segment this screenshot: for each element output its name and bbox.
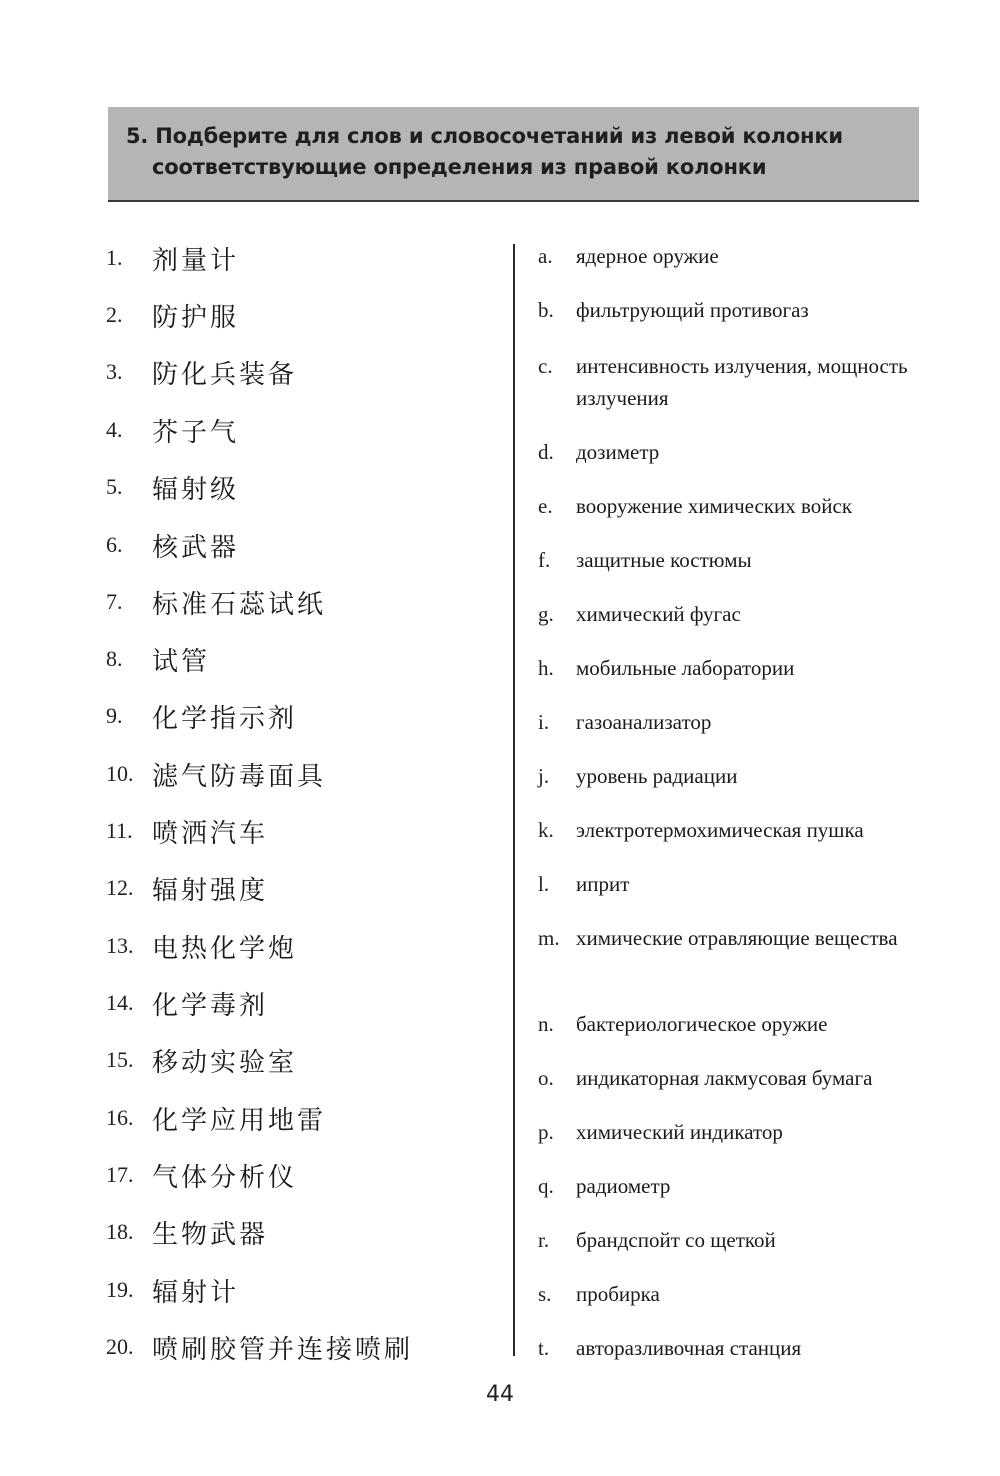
exercise-title — [126, 121, 899, 183]
term-text: 化学应用地雷 — [152, 1105, 327, 1136]
term-item-1 — [106, 238, 506, 278]
definition-letter: l. — [538, 872, 550, 896]
definition-item-r — [538, 1224, 938, 1256]
term-text: 辐射计 — [152, 1277, 240, 1308]
term-text: 滤气防毒面具 — [152, 761, 327, 792]
term-text: 防化兵装备 — [152, 359, 298, 390]
definition-item-s — [538, 1278, 938, 1310]
definition-text: защитные костюмы — [576, 548, 752, 572]
definition-text: ядерное оружие — [576, 244, 719, 268]
term-item-12 — [106, 868, 506, 908]
definition-text: уровень радиации — [576, 764, 738, 788]
definition-letter: e. — [538, 494, 553, 518]
term-item-14 — [106, 983, 506, 1023]
term-number: 13. — [106, 933, 134, 958]
term-number: 12. — [106, 875, 134, 900]
term-item-5 — [106, 467, 506, 507]
term-number: 1. — [106, 245, 123, 270]
definition-item-d — [538, 436, 938, 468]
column-divider — [513, 244, 515, 1356]
definition-item-l — [538, 868, 938, 900]
term-number: 18. — [106, 1219, 134, 1244]
definition-item-b — [538, 294, 938, 326]
definition-item-i — [538, 706, 938, 738]
term-item-9 — [106, 696, 506, 736]
exercise-header — [108, 107, 919, 202]
definition-item-e — [538, 490, 938, 522]
term-text: 芥子气 — [152, 417, 240, 448]
definition-letter: f. — [538, 548, 551, 572]
definition-item-k — [538, 814, 938, 846]
term-text: 化学毒剂 — [152, 990, 269, 1021]
term-text: 移动实验室 — [152, 1047, 298, 1078]
term-text: 喷洒汽车 — [152, 818, 269, 849]
definition-text: вооружение химических войск — [576, 494, 853, 518]
definition-letter: g. — [538, 602, 554, 626]
definition-text: электротермохимическая пушка — [576, 818, 864, 842]
term-item-6 — [106, 525, 506, 565]
definition-item-j — [538, 760, 938, 792]
term-number: 19. — [106, 1277, 134, 1302]
definition-item-p — [538, 1116, 938, 1148]
definition-item-g — [538, 598, 938, 630]
definition-item-n — [538, 1008, 938, 1040]
term-number: 4. — [106, 417, 123, 442]
definition-item-h — [538, 652, 938, 684]
definition-item-a — [538, 240, 938, 272]
term-text: 标准石蕊试纸 — [152, 589, 327, 620]
term-text: 喷刷胶管并连接喷刷 — [152, 1334, 414, 1365]
term-text: 生物武器 — [152, 1219, 269, 1250]
term-text: 辐射级 — [152, 474, 240, 505]
term-text: 剂量计 — [152, 245, 240, 276]
term-text: 气体分析仪 — [152, 1162, 298, 1193]
term-number: 15. — [106, 1047, 134, 1072]
term-number: 5. — [106, 474, 123, 499]
term-item-2 — [106, 295, 506, 335]
definition-letter: q. — [538, 1174, 554, 1198]
term-number: 14. — [106, 990, 134, 1015]
term-item-13 — [106, 926, 506, 966]
definition-letter: o. — [538, 1066, 554, 1090]
definition-item-f — [538, 544, 938, 576]
term-number: 2. — [106, 302, 123, 327]
definition-letter: m. — [538, 926, 560, 950]
definition-text: радиометр — [576, 1174, 671, 1198]
term-text: 核武器 — [152, 532, 240, 563]
definition-text: мобильные лаборатории — [576, 656, 795, 680]
definition-item-m — [538, 922, 938, 954]
definition-letter: h. — [538, 656, 554, 680]
definition-item-c — [538, 350, 938, 414]
definition-letter: b. — [538, 298, 554, 322]
definition-item-q — [538, 1170, 938, 1202]
definition-item-o — [538, 1062, 938, 1094]
page-number: 44 — [486, 1382, 514, 1407]
definition-letter: a. — [538, 244, 553, 268]
definition-letter: s. — [538, 1282, 552, 1306]
definition-letter: d. — [538, 440, 554, 464]
term-number: 3. — [106, 359, 123, 384]
term-item-7 — [106, 582, 506, 622]
term-item-4 — [106, 410, 506, 450]
term-number: 7. — [106, 589, 123, 614]
term-text: 化学指示剂 — [152, 703, 298, 734]
definition-text: пробирка — [576, 1282, 660, 1306]
term-number: 6. — [106, 532, 123, 557]
exercise-title-line2: соответствующие определения из правой колонки — [152, 155, 767, 179]
definition-text: интенсивность излучения, мощность излучения — [576, 354, 908, 410]
term-item-8 — [106, 639, 506, 679]
term-number: 20. — [106, 1334, 134, 1359]
definition-text: авторазливочная станция — [576, 1336, 802, 1360]
term-number: 11. — [106, 818, 133, 843]
term-text: 辐射强度 — [152, 875, 269, 906]
definition-text: дозиметр — [576, 440, 660, 464]
term-item-20 — [106, 1327, 506, 1367]
definition-letter: r. — [538, 1228, 550, 1252]
term-item-16 — [106, 1098, 506, 1138]
term-number: 9. — [106, 703, 123, 728]
definition-text: индикаторная лакмусовая бумага — [576, 1066, 873, 1090]
term-item-18 — [106, 1212, 506, 1252]
term-item-19 — [106, 1270, 506, 1310]
definition-letter: c. — [538, 354, 553, 378]
definition-text: химический индикатор — [576, 1120, 783, 1144]
definition-letter: t. — [538, 1336, 550, 1360]
term-item-15 — [106, 1040, 506, 1080]
definition-letter: n. — [538, 1012, 554, 1036]
term-number: 10. — [106, 761, 134, 786]
definition-item-t — [538, 1332, 938, 1364]
term-number: 8. — [106, 646, 123, 671]
definition-text: иприт — [576, 872, 630, 896]
term-item-10 — [106, 754, 506, 794]
definition-letter: p. — [538, 1120, 554, 1144]
definition-letter: k. — [538, 818, 554, 842]
term-item-11 — [106, 811, 506, 851]
term-item-3 — [106, 352, 506, 392]
definition-text: химический фугас — [576, 602, 741, 626]
term-text: 防护服 — [152, 302, 240, 333]
exercise-title-line1: 5. Подберите для слов и словосочетаний из левой колонки — [126, 124, 843, 148]
definition-letter: i. — [538, 710, 550, 734]
definition-text: бактериологическое оружие — [576, 1012, 828, 1036]
definition-text: брандспойт со щеткой — [576, 1228, 776, 1252]
term-text: 试管 — [152, 646, 211, 677]
definition-text: фильтрующий противогаз — [576, 298, 809, 322]
term-item-17 — [106, 1155, 506, 1195]
definition-text: химические отравляющие вещества — [576, 926, 898, 950]
term-text: 电热化学炮 — [152, 933, 298, 964]
term-number: 17. — [106, 1162, 134, 1187]
definition-letter: j. — [538, 764, 550, 788]
term-number: 16. — [106, 1105, 134, 1130]
definition-text: газоанализатор — [576, 710, 712, 734]
